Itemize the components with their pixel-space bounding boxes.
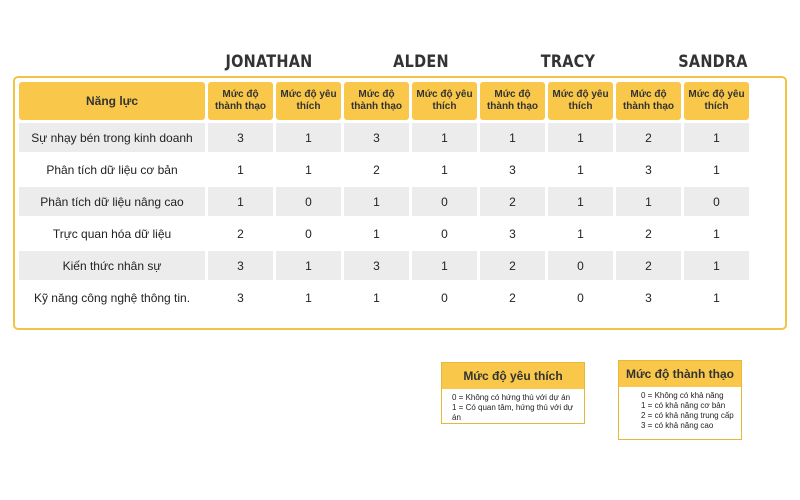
legend-line: 0 = Không có khả năng (641, 391, 724, 400)
cell-value: 1 (548, 123, 613, 152)
header-tracy-interest: Mức độ yêu thích (548, 82, 613, 120)
legend-line: 2 = có khả năng trung cấp (641, 411, 734, 420)
header-sandra-proficiency: Mức độ thành thạo (616, 82, 681, 120)
cell-value: 2 (480, 283, 545, 312)
cell-value: 0 (412, 283, 477, 312)
header-alden-proficiency: Mức độ thành thạo (344, 82, 409, 120)
legend-line: 0 = Không có hứng thú với dự án (452, 393, 571, 402)
person-name-alden: ALDEN (393, 52, 449, 72)
cell-value: 2 (480, 251, 545, 280)
cell-value: 0 (412, 187, 477, 216)
table-row (19, 251, 749, 280)
row-label: Sự nhạy bén trong kinh doanh (19, 123, 205, 152)
cell-value: 1 (684, 219, 749, 248)
cell-value: 1 (276, 283, 341, 312)
table-row (19, 123, 749, 152)
table-header-row (19, 82, 749, 120)
cell-value: 1 (684, 283, 749, 312)
header-jonathan-interest: Mức độ yêu thích (276, 82, 341, 120)
header-competency: Năng lực (19, 82, 205, 120)
row-label: Kỹ năng công nghệ thông tin. (19, 283, 205, 312)
person-name-sandra: SANDRA (678, 52, 748, 72)
cell-value: 1 (548, 155, 613, 184)
cell-value: 1 (412, 251, 477, 280)
header-alden-interest: Mức độ yêu thích (412, 82, 477, 120)
competency-table-container (13, 76, 787, 330)
legend-line: 1 = có khả năng cơ bản (641, 401, 726, 410)
cell-value: 3 (344, 251, 409, 280)
cell-value: 2 (616, 219, 681, 248)
legend-line: 1 = Có quan tâm, hứng thú với dự án (452, 403, 574, 422)
cell-value: 2 (208, 219, 273, 248)
row-label: Trực quan hóa dữ liệu (19, 219, 205, 248)
cell-value: 0 (276, 219, 341, 248)
cell-value: 1 (344, 219, 409, 248)
cell-value: 1 (412, 123, 477, 152)
cell-value: 1 (684, 251, 749, 280)
table-row (19, 219, 749, 248)
legend-proficiency (618, 360, 742, 440)
cell-value: 0 (684, 187, 749, 216)
cell-value: 3 (208, 251, 273, 280)
header-tracy-proficiency: Mức độ thành thạo (480, 82, 545, 120)
table-row (19, 155, 749, 184)
cell-value: 1 (208, 187, 273, 216)
cell-value: 0 (412, 219, 477, 248)
header-jonathan-proficiency: Mức độ thành thạo (208, 82, 273, 120)
cell-value: 1 (208, 155, 273, 184)
cell-value: 1 (276, 155, 341, 184)
cell-value: 3 (480, 155, 545, 184)
cell-value: 1 (412, 155, 477, 184)
legend-interest-title: Mức độ yêu thích (442, 363, 584, 389)
cell-value: 1 (684, 123, 749, 152)
competency-table (16, 79, 752, 315)
cell-value: 3 (480, 219, 545, 248)
legend-proficiency-body (619, 387, 741, 431)
cell-value: 2 (616, 123, 681, 152)
cell-value: 1 (548, 187, 613, 216)
row-label: Phân tích dữ liệu cơ bản (19, 155, 205, 184)
cell-value: 2 (480, 187, 545, 216)
cell-value: 1 (548, 219, 613, 248)
cell-value: 1 (684, 155, 749, 184)
cell-value: 0 (276, 187, 341, 216)
cell-value: 3 (208, 123, 273, 152)
legend-interest (441, 362, 585, 424)
cell-value: 1 (344, 187, 409, 216)
cell-value: 1 (344, 283, 409, 312)
cell-value: 1 (276, 251, 341, 280)
cell-value: 1 (616, 187, 681, 216)
person-name-tracy: TRACY (540, 52, 596, 72)
person-names (0, 52, 800, 74)
cell-value: 3 (616, 283, 681, 312)
table-row (19, 187, 749, 216)
cell-value: 1 (276, 123, 341, 152)
legend-line: 3 = có khả năng cao (641, 421, 714, 430)
cell-value: 3 (344, 123, 409, 152)
cell-value: 1 (480, 123, 545, 152)
row-label: Phân tích dữ liệu nâng cao (19, 187, 205, 216)
legend-proficiency-title: Mức độ thành thạo (619, 361, 741, 387)
header-sandra-interest: Mức độ yêu thích (684, 82, 749, 120)
cell-value: 2 (344, 155, 409, 184)
row-label: Kiến thức nhân sự (19, 251, 205, 280)
cell-value: 3 (208, 283, 273, 312)
cell-value: 0 (548, 283, 613, 312)
table-row (19, 283, 749, 312)
legend-interest-body (442, 389, 584, 423)
cell-value: 2 (616, 251, 681, 280)
cell-value: 3 (616, 155, 681, 184)
cell-value: 0 (548, 251, 613, 280)
person-name-jonathan: JONATHAN (225, 52, 313, 72)
